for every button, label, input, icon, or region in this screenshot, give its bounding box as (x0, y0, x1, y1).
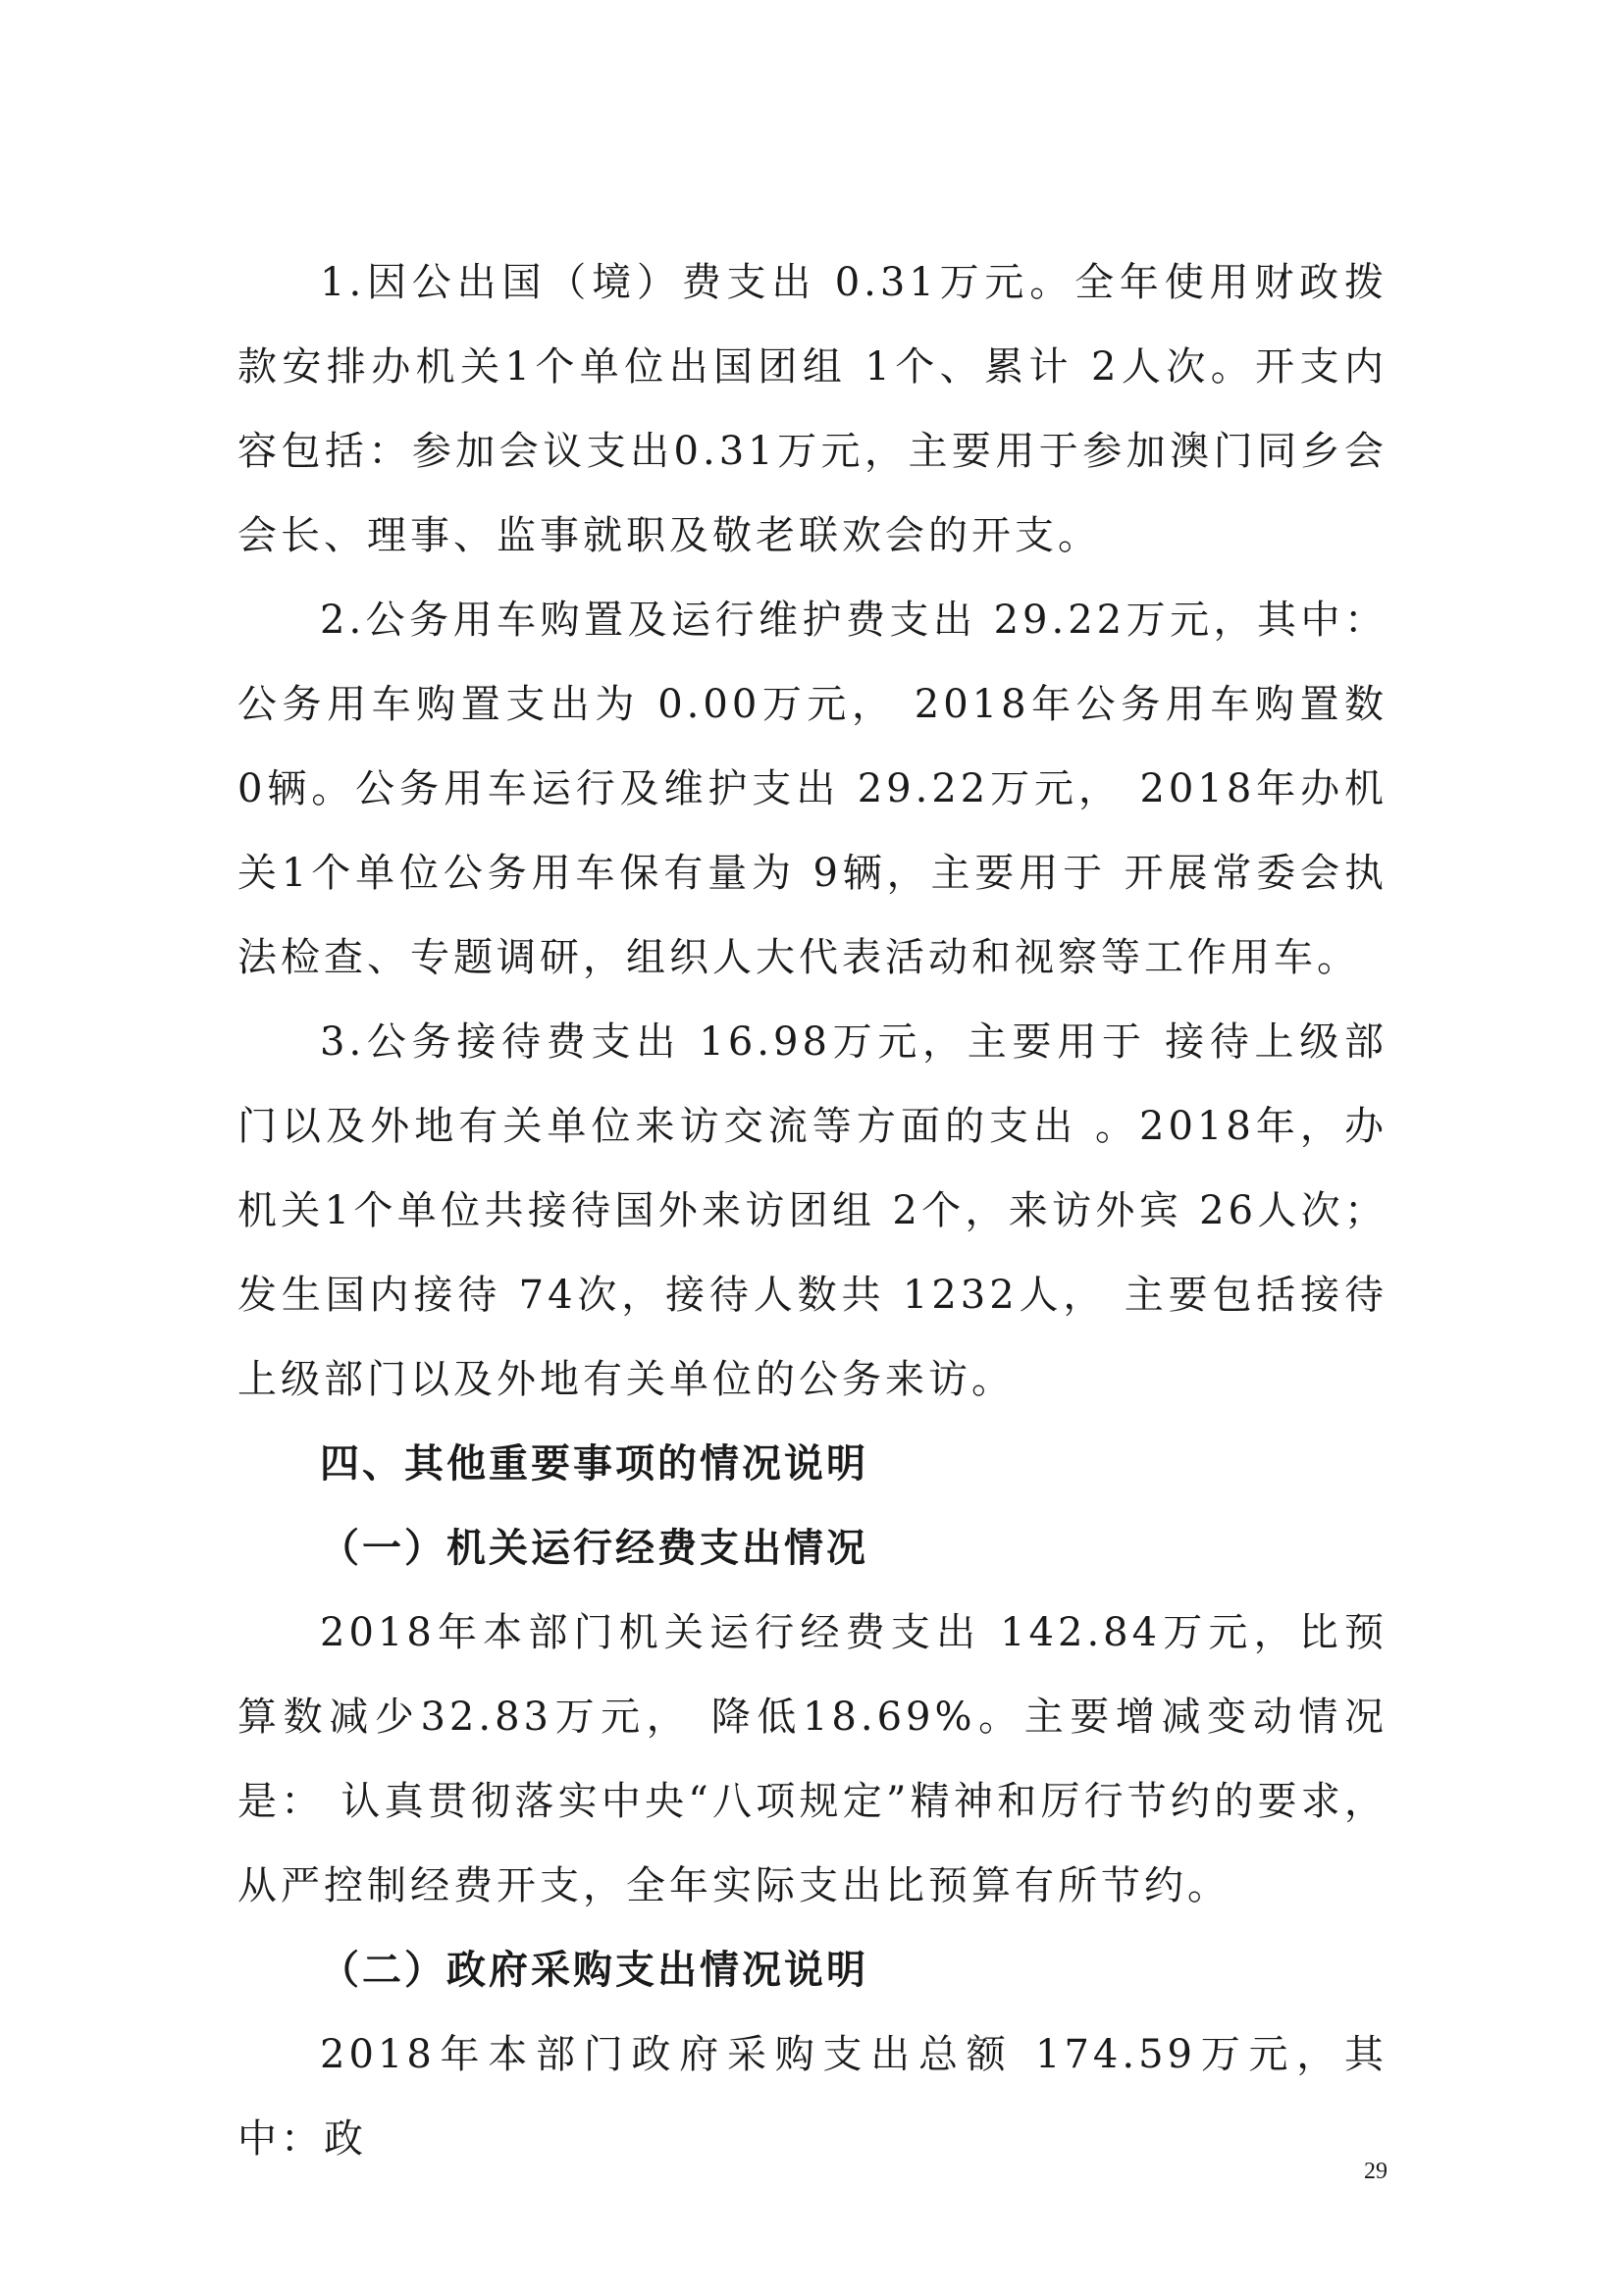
subsection-heading-procurement: （二）政府采购支出情况说明 (320, 1948, 868, 1993)
paragraph-overseas-travel: 1.因公出国（境）费支出 0.31万元。全年使用财政拨款安排办机关1个单位出国团组 1个、累计 2人次。开支内容包括：参加会议支出0.31万元，主要用于参加澳门同乡会会长、理事、监事就职及敬老联欢会的开支。 (237, 260, 1387, 558)
section-heading: 四、其他重要事项的情况说明 (320, 1441, 868, 1487)
page-number: 29 (1364, 2159, 1387, 2184)
paragraph-official-reception: 3.公务接待费支出 16.98万元，主要用于 接待上级部门以及外地有关单位来访交流等方面的支出 。2018年，办机关1个单位共接待国外来访团组 2个，来访外宾 26人次；发生国内接待 74次，接待人数共 1232人， 主要包括接待上级部门以及外地有关单位的公务来访。 (237, 1019, 1387, 1402)
page-content (237, 240, 1387, 2181)
paragraph-operating-expenses: 2018年本部门机关运行经费支出 142.84万元，比预算数减少32.83万元， 降低18.69%。主要增减变动情况是： 认真贯彻落实中央“八项规定”精神和厉行节约的要求，从严控制经费开支，全年实际支出比预算有所节约。 (237, 1610, 1387, 1908)
paragraph-procurement: 2018年本部门政府采购支出总额 174.59万元，其中：政 (237, 2032, 1387, 2162)
paragraph-official-vehicles: 2.公务用车购置及运行维护费支出 29.22万元，其中：公务用车购置支出为 0.00万元， 2018年公务用车购置数 0辆。公务用车运行及维护支出 29.22万元， 2018年办机关1个单位公务用车保有量为 9辆，主要用于 开展常委会执法检查、专题调研，组织人大代表活动和视察等工作用车。 (237, 598, 1387, 980)
subsection-heading-operating-expenses: （一）机关运行经费支出情况 (320, 1526, 868, 1571)
